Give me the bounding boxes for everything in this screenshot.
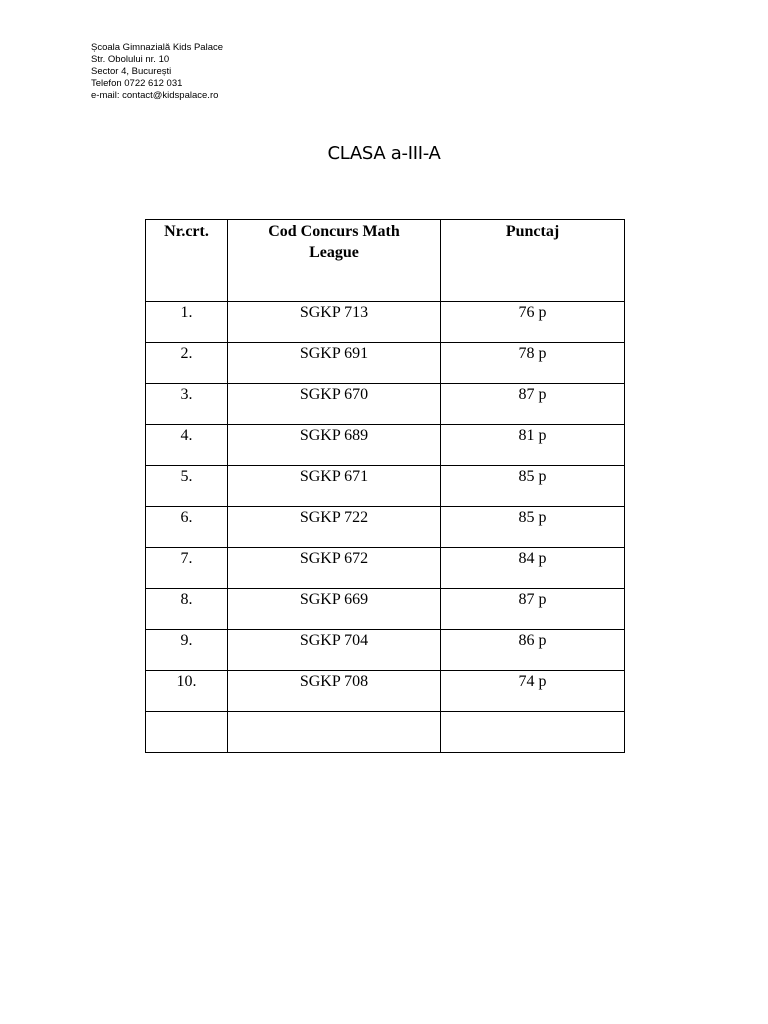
table-row [146,384,625,425]
cell-cod: SGKP 689 [228,425,441,466]
cell-nr: 2. [146,343,228,384]
table-row [146,466,625,507]
cell-cod: SGKP 722 [228,507,441,548]
table-row [146,589,625,630]
cell-punctaj: 85 p [441,507,625,548]
cell-punctaj: 87 p [441,384,625,425]
cell-punctaj: 87 p [441,589,625,630]
school-header [91,42,223,102]
cell-punctaj: 78 p [441,343,625,384]
school-email: e-mail: contact@kidspalace.ro [91,90,219,101]
cell-nr: 1. [146,302,228,343]
cell-punctaj: 81 p [441,425,625,466]
table-row [146,630,625,671]
cell-punctaj: 86 p [441,630,625,671]
cell-nr: 10. [146,671,228,712]
header-nr-label: Nr.crt. [164,223,209,240]
header-nr [146,220,228,302]
table-row [146,302,625,343]
cell-cod: SGKP 691 [228,343,441,384]
header-punctaj-label: Punctaj [505,223,560,240]
header-cod [228,220,441,302]
cell-nr [146,712,228,753]
header-cod-label: Cod Concurs Math League [268,223,400,261]
header-punctaj [441,220,625,302]
cell-punctaj [441,712,625,753]
table-row [146,548,625,589]
cell-nr: 6. [146,507,228,548]
cell-cod: SGKP 708 [228,671,441,712]
cell-nr: 5. [146,466,228,507]
cell-nr: 4. [146,425,228,466]
table-row [146,425,625,466]
school-phone: Telefon 0722 612 031 [91,78,183,89]
table-row-empty [146,712,625,753]
cell-cod: SGKP 672 [228,548,441,589]
table-row [146,507,625,548]
cell-nr: 8. [146,589,228,630]
cell-punctaj: 84 p [441,548,625,589]
school-sector: Sector 4, București [91,66,172,77]
table-row [146,671,625,712]
table-row [146,343,625,384]
cell-cod: SGKP 713 [228,302,441,343]
school-name: Școala Gimnazială Kids Palace [91,42,224,53]
cell-cod: SGKP 670 [228,384,441,425]
cell-nr: 9. [146,630,228,671]
school-street: Str. Obolului nr. 10 [91,54,170,65]
cell-punctaj: 74 p [441,671,625,712]
cell-punctaj: 76 p [441,302,625,343]
cell-cod: SGKP 669 [228,589,441,630]
page-title: CLASA a-III-A [327,143,441,164]
table-header-row [146,220,625,302]
cell-cod: SGKP 671 [228,466,441,507]
cell-cod: SGKP 704 [228,630,441,671]
cell-nr: 7. [146,548,228,589]
cell-cod [228,712,441,753]
cell-punctaj: 85 p [441,466,625,507]
results-table [145,219,625,753]
cell-nr: 3. [146,384,228,425]
